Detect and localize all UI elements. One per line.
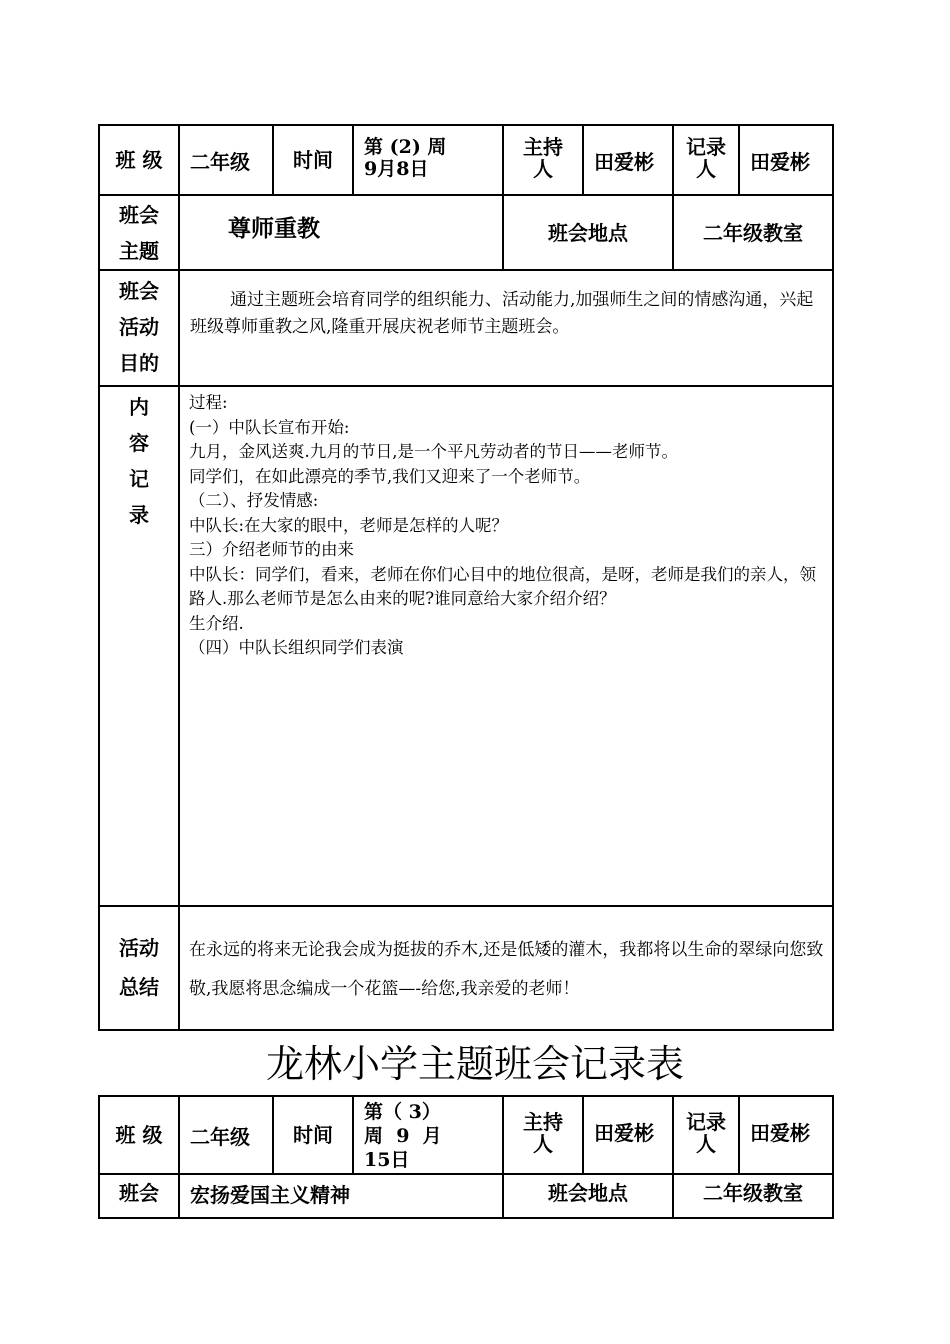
content-line: （二）、抒发情感: (189, 491, 319, 510)
recorder-value: 田爱彬 (739, 1096, 833, 1174)
content-line: 生介绍. (189, 613, 244, 633)
content-line: 同学们，在如此漂亮的季节,我们又迎来了一个老师节。 (189, 466, 591, 486)
host-value: 田爱彬 (583, 125, 673, 195)
time-date: 9月8日 (364, 158, 429, 180)
content-line: 九月，金风送爽.九月的节日,是一个平凡劳动者的节日——老师节。 (189, 442, 678, 461)
content-label: 内容记录 (99, 386, 179, 906)
content-line: 中队长：同学们，看来，老师在你们心目中的地位很高，是呀，老师是我们的亲人，领路人.那么老师节是怎么由来的呢?谁同意给大家介绍介绍？ (189, 564, 816, 608)
time-value (353, 125, 503, 195)
class-meeting-record-table-1 (98, 124, 834, 1031)
theme-label: 班会主题 (99, 195, 179, 270)
class-meeting-record-table-2 (98, 1095, 834, 1219)
location-value: 二年级教室 (673, 195, 833, 270)
content-line: 三）介绍老师节的由来 (189, 540, 354, 559)
location-label: 班会地点 (503, 1174, 673, 1218)
class-value: 二年级 (179, 1096, 273, 1174)
purpose-label: 班会活动目的 (99, 270, 179, 386)
purpose-text: 通过主题班会培育同学的组织能力、活动能力,加强师生之间的情感沟通，兴起班级尊师重教之风,隆重开展庆祝老师节主题班会。 (179, 270, 833, 386)
time-value (353, 1096, 503, 1174)
content-line: （四）中队长组织同学们表演 (189, 638, 404, 657)
time-label: 时间 (273, 125, 353, 195)
time-date: 15日 (364, 1149, 410, 1171)
class-label: 班 级 (99, 1096, 179, 1174)
recorder-label: 记录人 (673, 1096, 739, 1174)
time-week: 第（ 3） (364, 1101, 441, 1123)
theme-label: 班会 (99, 1174, 179, 1218)
recorder-label: 记录人 (673, 125, 739, 195)
content-line: 过程: (189, 393, 228, 412)
content-line: 中队长:在大家的眼中，老师是怎样的人呢？ (189, 515, 509, 535)
time-month: 周 9 月 (364, 1125, 442, 1147)
content-record (179, 386, 833, 906)
class-value: 二年级 (179, 125, 273, 195)
host-label: 主持人 (503, 125, 583, 195)
location-value: 二年级教室 (673, 1174, 833, 1218)
theme-value: 尊师重教 (179, 195, 503, 270)
summary-label: 活动总结 (99, 906, 179, 1030)
time-label: 时间 (273, 1096, 353, 1174)
location-label: 班会地点 (503, 195, 673, 270)
host-label: 主持人 (503, 1096, 583, 1174)
summary-text: 在永远的将来无论我会成为挺拔的乔木,还是低矮的灌木，我都将以生命的翠绿向您致敬,我愿将思念编成一个花篮—-给您,我亲爱的老师！ (179, 906, 833, 1030)
time-week: 第 (2) 周 (364, 136, 447, 158)
content-line: (一）中队长宣布开始: (189, 417, 350, 437)
recorder-value: 田爱彬 (739, 125, 833, 195)
theme-value: 宏扬爱国主义精神 (179, 1174, 503, 1218)
class-label: 班 级 (99, 125, 179, 195)
host-value: 田爱彬 (583, 1096, 673, 1174)
form-title: 龙林小学主题班会记录表 (265, 1042, 684, 1086)
